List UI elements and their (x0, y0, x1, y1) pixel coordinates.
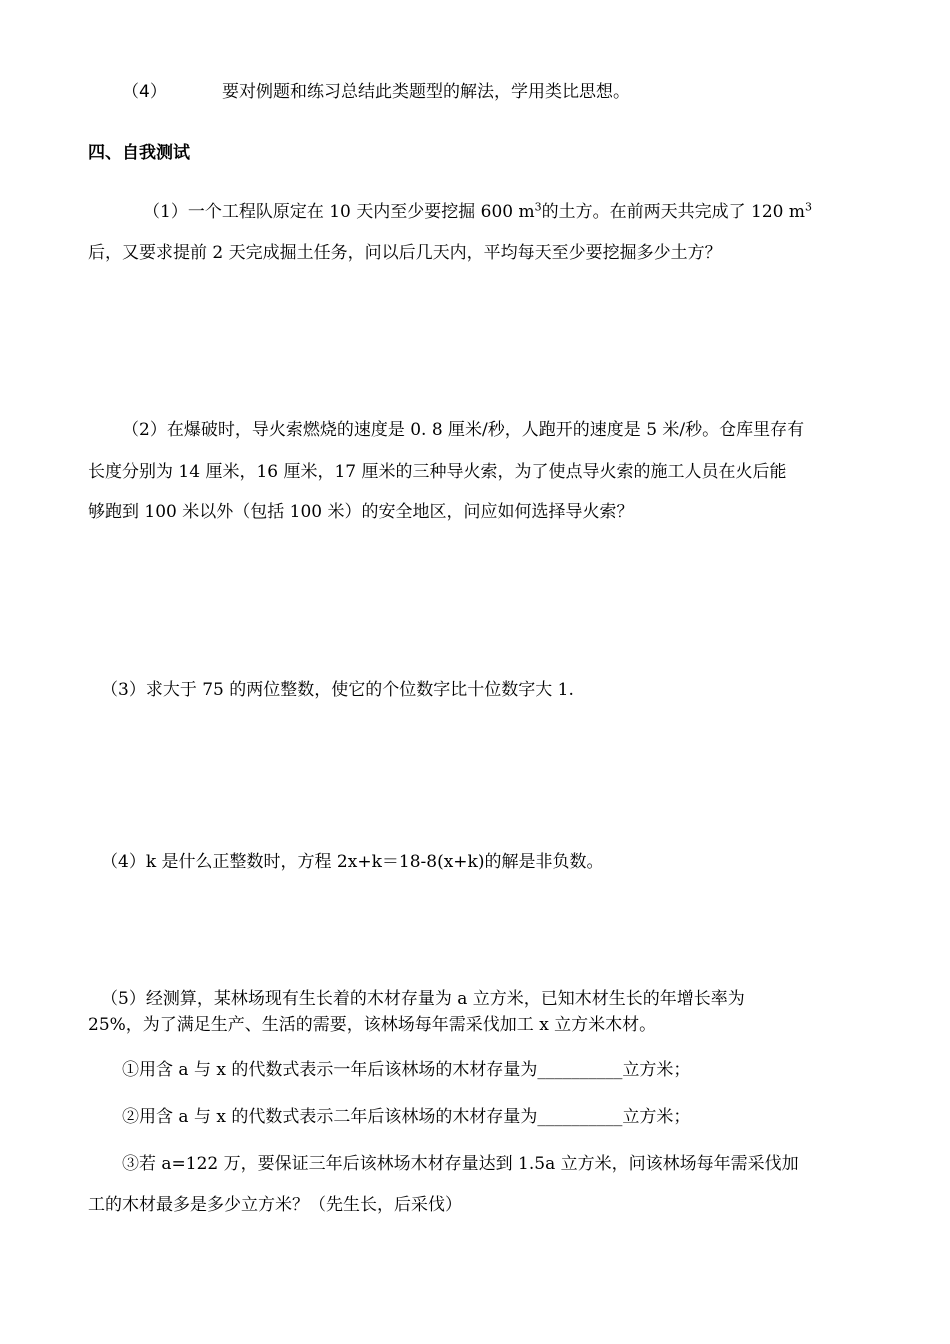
problem-3-line-1: （3）求大于 75 的两位整数，使它的个位数字比十位数字大 1. (101, 680, 574, 700)
problem-5-subquestion-3-line-1: ③若 a=122 万，要保证三年后该林场木材存量达到 1.5a 立方米，问该林场每年需采伐加 (122, 1154, 799, 1174)
problem-5-line-2: 25%，为了满足生产、生活的需要，该林场每年需采伐加工 x 立方米木材。 (88, 1015, 657, 1035)
problem-1-superscript-a: 3 (534, 200, 542, 214)
problem-5-subquestion-3-line-2: 工的木材最多是多少立方米？（先生长，后采伐） (88, 1195, 462, 1215)
problem-1-text-a: （1）一个工程队原定在 10 天内至少要挖掘 600 m (143, 202, 535, 222)
problem-5-subquestion-2: ②用含 a 与 x 的代数式表示二年后该林场的木材存量为__________立方米； (122, 1107, 691, 1127)
intro-note-number: （4） (122, 82, 167, 102)
problem-5-subquestion-1: ①用含 a 与 x 的代数式表示一年后该林场的木材存量为__________立方米； (122, 1060, 691, 1080)
intro-note-text: 要对例题和练习总结此类题型的解法，学用类比思想。 (222, 82, 630, 102)
problem-5-line-1: （5）经测算，某林场现有生长着的木材存量为 a 立方米，已知木材生长的年增长率为 (101, 989, 745, 1009)
problem-1-superscript-b: 3 (805, 200, 813, 214)
problem-2-line-2: 长度分别为 14 厘米，16 厘米，17 厘米的三种导火索，为了使点导火索的施工人员在火后能 (88, 462, 787, 482)
problem-2-line-1: （2）在爆破时，导火索燃烧的速度是 0. 8 厘米/秒，人跑开的速度是 5 米/秒。仓库里存有 (122, 420, 805, 440)
problem-1-text-b: 的土方。在前两天共完成了 120 m (541, 202, 806, 222)
problem-4-line-1: （4）k 是什么正整数时，方程 2x+k＝18-8(x+k)的解是非负数。 (101, 852, 604, 872)
section-heading: 四、自我测试 (88, 143, 190, 163)
problem-1-line-2: 后，又要求提前 2 天完成掘土任务，问以后几天内，平均每天至少要挖掘多少土方？ (88, 243, 722, 263)
problem-2-line-3: 够跑到 100 米以外（包括 100 米）的安全地区，问应如何选择导火索？ (88, 502, 634, 522)
problem-1-line-1 (143, 200, 812, 224)
